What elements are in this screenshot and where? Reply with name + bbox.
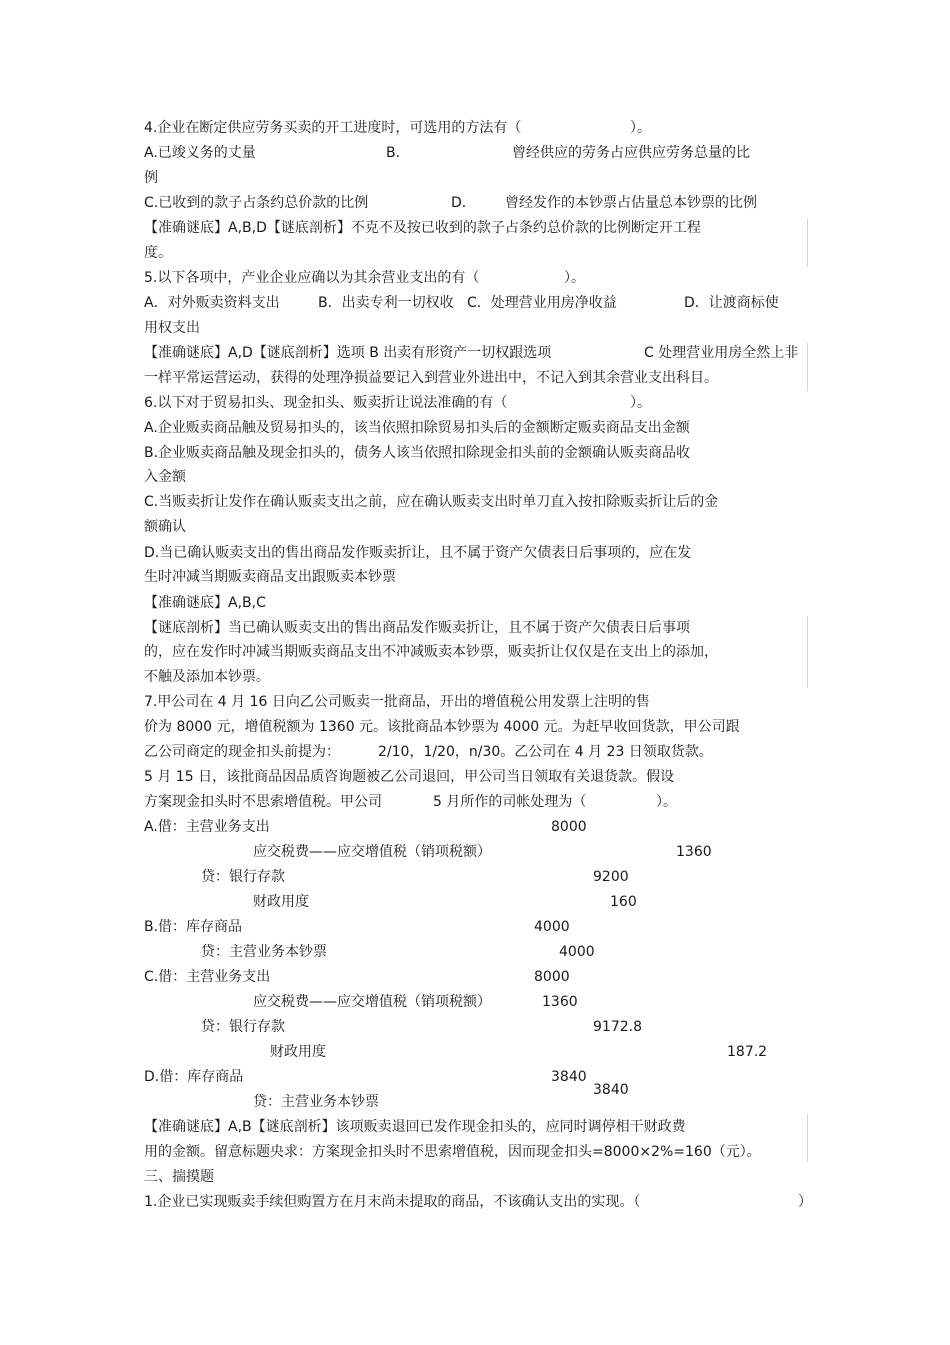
q4-option-c: C.已收到的款子占条约总价款的比例 [144, 195, 369, 211]
section-3-title: 三、揣摸题 [144, 1169, 214, 1185]
q4-stem-end: ）。 [630, 120, 651, 136]
q5-option-d-cont: 用权支出 [144, 320, 200, 336]
q6-option-a: A.企业贩卖商品触及贸易扣头的，该当依照扣除贸易扣头后的金额断定贩卖商品支出金额 [144, 420, 690, 436]
q7-stem: 7.甲公司在 4 月 16 日向乙公司贩卖一批商品，开出的增值税公用发票上注明的售 [144, 694, 650, 710]
q4-answer-cont: 度。 [144, 245, 172, 261]
q5-stem: 5.以下各项中，产业企业应确以为其余营业支出的有（ [144, 270, 480, 286]
q4-option-b-cont: 例 [144, 170, 158, 186]
q6-option-b: B.企业贩卖商品触及现金扣头的，债务人该当依照扣除现金扣头前的金额确认贩卖商品收 [144, 445, 691, 461]
q7-d-debit-amount: 3840 [551, 1069, 587, 1085]
q7-a-debit-amount: 8000 [551, 819, 587, 835]
answer-box-rule [807, 343, 808, 391]
q4-option-a: A.已竣义务的丈量 [144, 145, 256, 161]
q4-option-d: 曾经发作的本钞票占估量总本钞票的比例 [505, 195, 757, 211]
q5-option-d: D．让渡商标使 [684, 295, 779, 311]
q7-a-tax: 应交税费——应交增值税（销项税额） [253, 844, 491, 860]
q7-d-debit: D.借：库存商品 [144, 1069, 244, 1085]
q7-stem: 价为 8000 元，增值税额为 1360 元。该批商品本钞票为 4000 元。为赶早收回货款，甲公司跟 [144, 719, 740, 735]
q6-analysis-cont: 不触及添加本钞票。 [144, 669, 270, 685]
q7-d-credit-amount: 3840 [593, 1082, 629, 1098]
q7-a-finance-amount: 160 [610, 894, 637, 910]
q6-option-c-cont: 额确认 [144, 519, 186, 535]
q7-stem: 5 月所作的司帐处理为（ [433, 794, 587, 810]
q6-option-d: D.当已确认贩卖支出的售出商品发作贩卖折让，且不属于资产欠债表日后事项的，应在发 [144, 545, 692, 561]
q7-a-finance: 财政用度 [253, 894, 309, 910]
q7-b-credit-amount: 4000 [559, 944, 595, 960]
q7-stem-end: ）。 [656, 794, 677, 810]
q5-answer-b: C 处理营业用房全然上非 [644, 345, 799, 361]
q7-stem: 乙公司商定的现金扣头前提为： [144, 744, 340, 760]
q7-c-debit: C.借：主营业务支出 [144, 969, 271, 985]
q5-stem-end: ）。 [564, 270, 585, 286]
q6-answer: 【准确谜底】A,B,C [144, 595, 266, 611]
q7-stem: 方案现金扣头时不思索增值税。甲公司 [144, 794, 382, 810]
q4-stem: 4.企业在断定供应劳务买卖的开工进度时，可选用的方法有（ [144, 120, 522, 136]
judge-q1-end: ） [798, 1194, 812, 1210]
q5-option-b: B．出卖专利一切权收 [318, 295, 454, 311]
q6-option-b-cont: 入金额 [144, 469, 186, 485]
q4-option-d-label: D. [451, 195, 467, 211]
q7-answer: 【准确谜底】A,B【谜底剖析】该项贩卖退回已发作现金扣头的，应同时调停相干财政费 [144, 1119, 686, 1135]
judge-q1: 1.企业已实现贩卖手续但购置方在月末尚未提取的商品，不该确认支出的实现。（ [144, 1194, 641, 1210]
q5-answer: 【准确谜底】A,D【谜底剖析】选项 B 出卖有形资产一切权跟选项 [144, 345, 552, 361]
q7-c-credit-amount: 9172.8 [593, 1019, 642, 1035]
q7-c-finance: 财政用度 [270, 1044, 326, 1060]
q7-a-debit: A.借：主营业务支出 [144, 819, 270, 835]
q4-answer: 【准确谜底】A,B,D【谜底剖析】不克不及按已收到的款子占条约总价款的比例断定开工程 [144, 220, 701, 236]
q7-b-debit: B.借：库存商品 [144, 919, 243, 935]
q7-a-credit: 贷：银行存款 [201, 869, 285, 885]
q5-option-c: C．处理营业用房净收益 [467, 295, 617, 311]
q7-a-tax-amount: 1360 [676, 844, 712, 860]
q7-a-credit-amount: 9200 [593, 869, 629, 885]
q4-option-b-label: B. [386, 145, 401, 161]
answer-box-rule [807, 1114, 808, 1162]
q6-analysis-cont: 的，应在发作时冲减当期贩卖商品支出不冲减贩卖本钞票，贩卖折让仅仅是在支出上的添加， [144, 644, 718, 660]
q7-b-debit-amount: 4000 [534, 919, 570, 935]
q6-analysis: 【谜底剖析】当已确认贩卖支出的售出商品发作贩卖折让，且不属于资产欠债表日后事项 [144, 620, 690, 636]
q7-c-credit: 贷：银行存款 [201, 1019, 285, 1035]
q5-answer-cont: 一样平常运营运动，获得的处理净损益要记入到营业外进出中，不记入到其余营业支出科目。 [144, 370, 718, 386]
q7-c-tax-amount: 1360 [542, 994, 578, 1010]
q7-d-credit: 贷：主营业务本钞票 [253, 1094, 379, 1110]
q7-answer-cont: 用的金额。留意标题央求：方案现金扣头时不思索增值税，因而现金扣头=8000×2%=160（元）。 [144, 1144, 761, 1160]
q6-option-c: C.当贩卖折让发作在确认贩卖支出之前，应在确认贩卖支出时单刀直入按扣除贩卖折让后的金 [144, 494, 719, 510]
q7-c-tax: 应交税费——应交增值税（销项税额） [253, 994, 491, 1010]
q5-option-a: A．对外贩卖资料支出 [144, 295, 280, 311]
q6-option-d-cont: 生时冲减当期贩卖商品支出跟贩卖本钞票 [144, 569, 396, 585]
answer-box-rule [807, 219, 808, 267]
q4-option-b: 曾经供应的劳务占应供应劳务总量的比 [512, 145, 750, 161]
q6-stem-end: ）。 [630, 395, 651, 411]
q7-b-credit: 贷：主营业务本钞票 [201, 944, 327, 960]
q6-stem: 6.以下对于贸易扣头、现金扣头、贩卖折让说法准确的有（ [144, 395, 508, 411]
q7-c-finance-amount: 187.2 [727, 1044, 768, 1060]
answer-box-rule [807, 616, 808, 688]
q7-c-debit-amount: 8000 [534, 969, 570, 985]
q7-stem: 5 月 15 日，该批商品因品质咨询题被乙公司退回，甲公司当日领取有关退货款。假设 [144, 769, 675, 785]
q7-stem: 2/10，1/20，n/30。乙公司在 4 月 23 日领取货款。 [378, 744, 713, 760]
